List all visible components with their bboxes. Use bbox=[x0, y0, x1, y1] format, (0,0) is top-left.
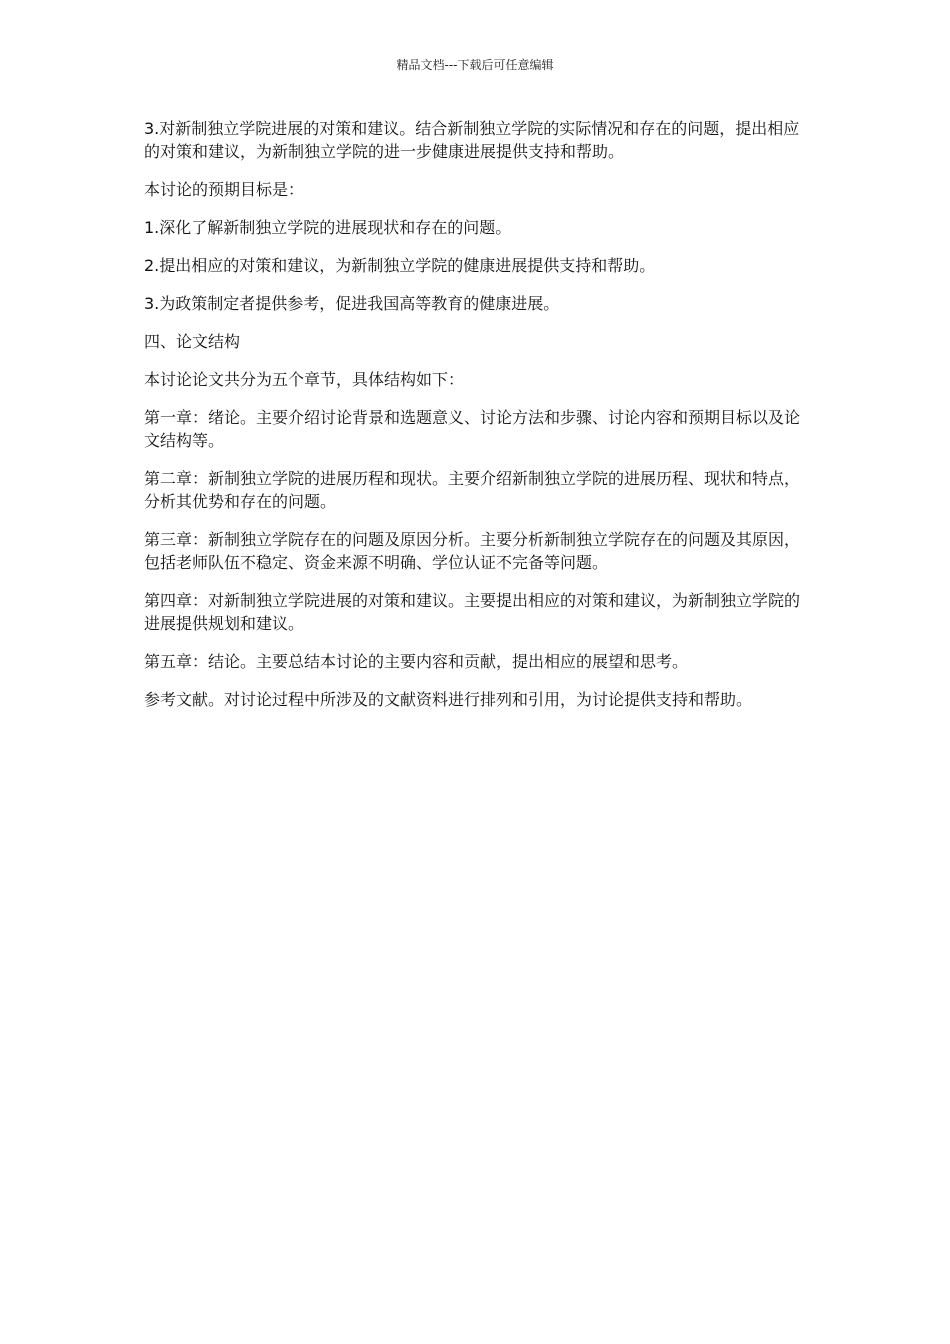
paragraph-goal-1: 1.深化了解新制独立学院的进展现状和存在的问题。 bbox=[144, 218, 512, 237]
paragraph-references: 参考文献。对讨论过程中所涉及的文献资料进行排列和引用，为讨论提供支持和帮助。 bbox=[144, 690, 753, 709]
paragraph-goals-intro: 本讨论的预期目标是： bbox=[144, 180, 305, 199]
section-heading-structure: 四、论文结构 bbox=[144, 332, 241, 351]
paragraph-chapter-5: 第五章：结论。主要总结本讨论的主要内容和贡献，提出相应的展望和思考。 bbox=[144, 652, 689, 671]
paragraph-chapter-4: 第四章：对新制独立学院进展的对策和建议。主要提出相应的对策和建议，为新制独立学院的进展提供规划和建议。 bbox=[144, 591, 801, 633]
paragraph-goal-2: 2.提出相应的对策和建议，为新制独立学院的健康进展提供支持和帮助。 bbox=[144, 256, 656, 275]
paragraph-goal-3: 3.为政策制定者提供参考，促进我国高等教育的健康进展。 bbox=[144, 294, 560, 313]
paragraph-chapter-3: 第三章：新制独立学院存在的问题及原因分析。主要分析新制独立学院存在的问题及其原因，包括老师队伍不稳定、资金来源不明确、学位认证不完备等问题。 bbox=[144, 530, 801, 572]
document-body bbox=[144, 117, 812, 726]
paragraph-chapter-2: 第二章：新制独立学院的进展历程和现状。主要介绍新制独立学院的进展历程、现状和特点，分析其优势和存在的问题。 bbox=[144, 469, 801, 511]
paragraph-structure-intro: 本讨论论文共分为五个章节，具体结构如下： bbox=[144, 370, 465, 389]
page-header: 精品文档---下载后可任意编辑 bbox=[396, 58, 554, 72]
paragraph-countermeasures: 3.对新制独立学院进展的对策和建议。结合新制独立学院的实际情况和存在的问题，提出相应的对策和建议，为新制独立学院的进一步健康进展提供支持和帮助。 bbox=[144, 119, 800, 161]
paragraph-chapter-1: 第一章：绪论。主要介绍讨论背景和选题意义、讨论方法和步骤、讨论内容和预期目标以及论文结构等。 bbox=[144, 408, 801, 450]
